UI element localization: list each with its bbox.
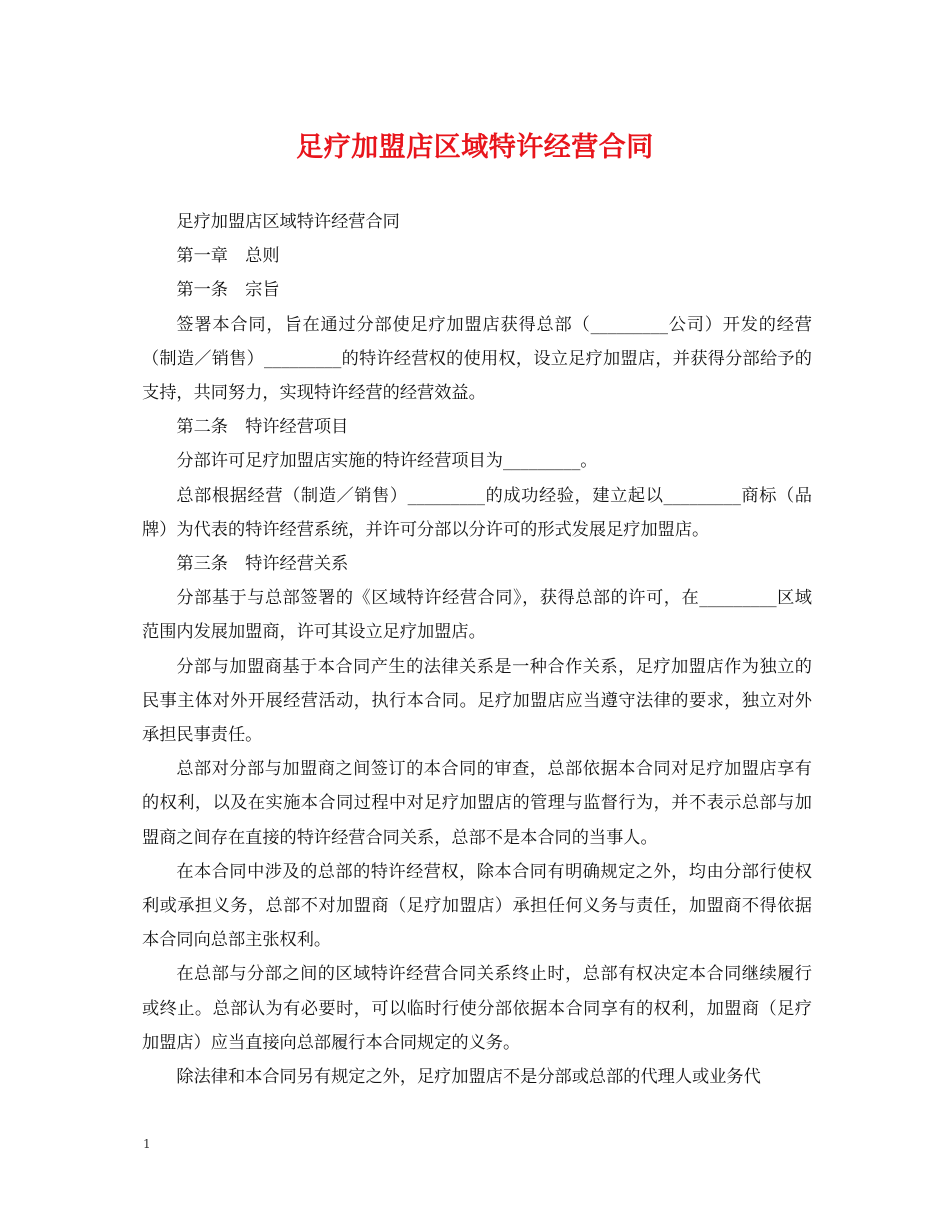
document-body — [142, 205, 812, 1094]
page-number: 1 — [143, 1137, 151, 1151]
paragraph: 分部基于与总部签署的《区域特许经营合同》，获得总部的许可，在_________区域范围内发展加盟商，许可其设立足疗加盟店。 — [142, 588, 812, 643]
paragraph: 签署本合同，旨在通过分部使足疗加盟店获得总部（_________公司）开发的经营（制造／销售）_________的特许经营权的使用权，设立足疗加盟店，并获得分部给予的支持，共同努力，实现特许经营的经营效益。 — [142, 314, 812, 404]
paragraph: 除法律和本合同另有规定之外，足疗加盟店不是分部或总部的代理人或业务代 — [176, 1067, 761, 1088]
paragraph: 在本合同中涉及的总部的特许经营权，除本合同有明确规定之外，均由分部行使权利或承担义务，总部不对加盟商（足疗加盟店）承担任何义务与责任，加盟商不得依据本合同向总部主张权利。 — [142, 861, 812, 951]
paragraph: 总部对分部与加盟商之间签订的本合同的审查，总部依据本合同对足疗加盟店享有的权利，以及在实施本合同过程中对足疗加盟店的管理与监督行为，并不表示总部与加盟商之间存在直接的特许经营合同关系，总部不是本合同的当事人。 — [142, 759, 812, 848]
paragraph: 分部与加盟商基于本合同产生的法律关系是一种合作关系，足疗加盟店作为独立的民事主体对外开展经营活动，执行本合同。足疗加盟店应当遵守法律的要求，独立对外承担民事责任。 — [142, 656, 812, 746]
article-heading: 第二条 特许经营项目 — [176, 417, 349, 438]
article-heading: 第三条 特许经营关系 — [176, 554, 349, 575]
paragraph-contract-name: 足疗加盟店区域特许经营合同 — [176, 212, 400, 232]
paragraph: 总部根据经营（制造／销售）_________的成功经验，建立起以_________商标（品牌）为代表的特许经营系统，并许可分部以分许可的形式发展足疗加盟店。 — [142, 485, 812, 540]
document-title: 足疗加盟店区域特许经营合同 — [296, 132, 654, 163]
paragraph: 分部许可足疗加盟店实施的特许经营项目为_________。 — [176, 451, 598, 472]
article-heading: 第一条 宗旨 — [176, 280, 280, 301]
paragraph: 在总部与分部之间的区域特许经营合同关系终止时，总部有权决定本合同继续履行或终止。总部认为有必要时，可以临时行使分部依据本合同享有的权利，加盟商（足疗加盟店）应当直接向总部履行本合同规定的义务。 — [142, 964, 812, 1053]
chapter-heading: 第一章 总则 — [176, 246, 280, 267]
